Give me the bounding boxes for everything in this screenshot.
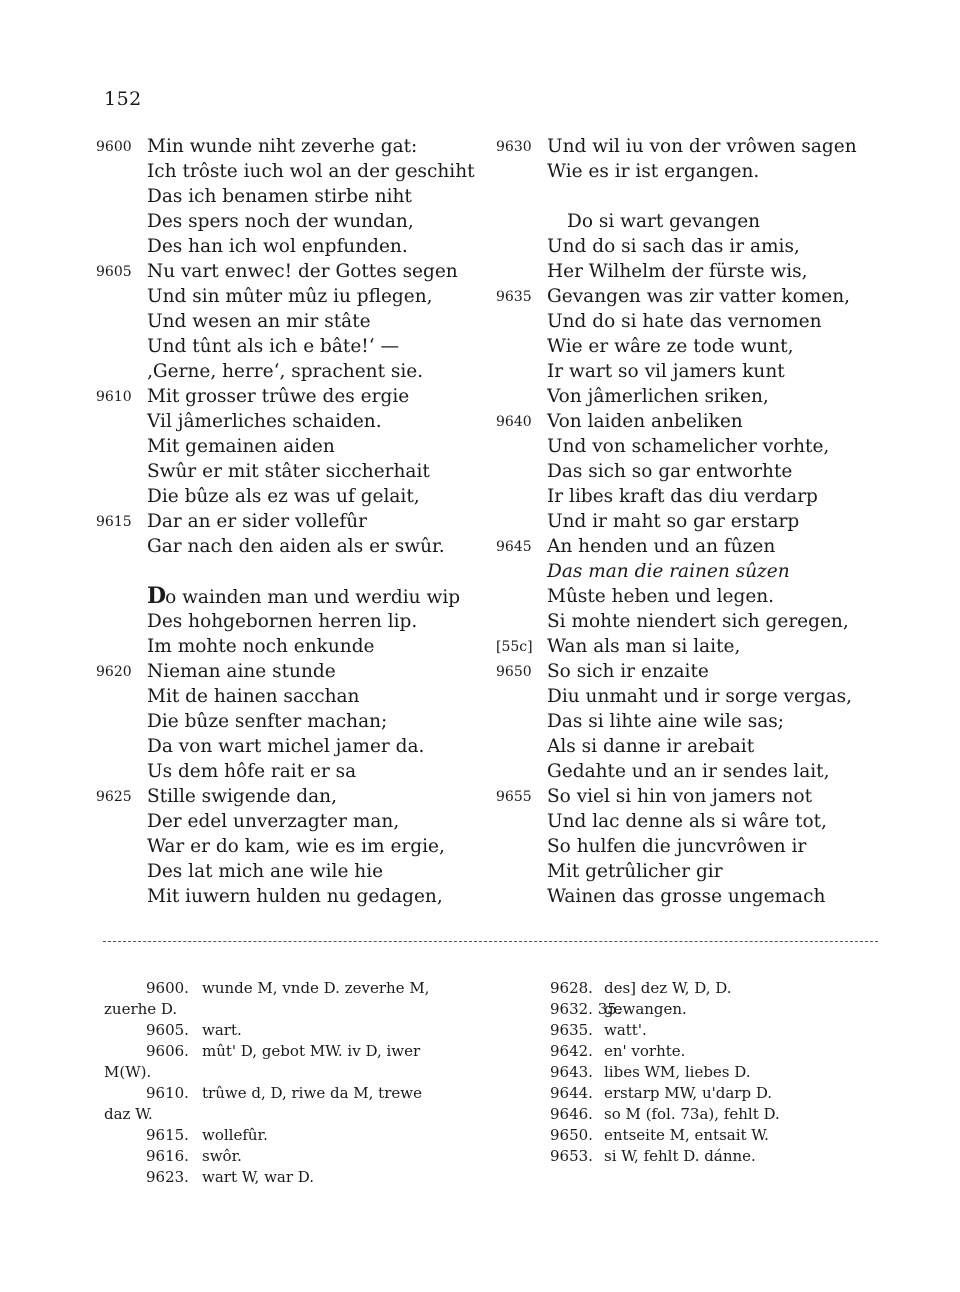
verse-text: Von jâmerlichen sriken, [547, 386, 769, 407]
footnote-line [504, 1041, 834, 1062]
verse-text: Das ich benamen stirbe niht [147, 186, 412, 207]
page-number: 152 [104, 88, 142, 110]
footnote-number: 9635. [550, 1021, 593, 1039]
verse-line [96, 684, 506, 709]
footnote-number: 9606. [146, 1042, 189, 1060]
verse-text: Ir wart so vil jamers kunt [547, 361, 785, 382]
verse-line [496, 209, 876, 234]
footnote-text: swôr. [202, 1147, 242, 1165]
verse-line [96, 809, 506, 834]
verse-text: Und do si sach das ir amis, [547, 236, 800, 257]
footnote-number: 9646. [550, 1105, 593, 1123]
verse-line [496, 559, 876, 584]
line-number: 9645 [496, 539, 532, 555]
footnote-line [504, 978, 834, 999]
verse-text: Mit grosser trûwe des ergie [147, 386, 410, 407]
verse-text: Mit de hainen sacchan [147, 686, 360, 707]
verse-text-rest: o wainden man und werdiu wip [165, 587, 461, 608]
footnote-line [104, 1146, 484, 1167]
verse-text: Und wesen an mir stâte [147, 311, 371, 332]
verse-text: Des spers noch der wundan, [147, 211, 414, 232]
verse-text: Diu unmaht und ir sorge vergas, [547, 686, 853, 707]
verse-line [496, 259, 876, 284]
verse-line [96, 334, 506, 359]
verse-text: Und tûnt als ich e bâte!‘ — [147, 336, 399, 357]
verse-text: War er do kam, wie es im ergie, [147, 836, 445, 857]
verse-text: Min wunde niht zeverhe gat: [147, 136, 418, 157]
footnote-number: 9616. [146, 1147, 189, 1165]
footnote-line [104, 1167, 484, 1188]
footnote-number: 9610. [146, 1084, 189, 1102]
verse-line [96, 359, 506, 384]
verse-text: Mûste heben und legen. [547, 586, 775, 607]
line-number: 9615 [96, 514, 132, 530]
verse-line [496, 659, 876, 684]
verse-line [496, 334, 876, 359]
verse-line [496, 184, 876, 209]
footnote-line [104, 978, 484, 999]
line-number: 9630 [496, 139, 532, 155]
verse-text: Vil jâmerliches schaiden. [147, 411, 382, 432]
verse-line [96, 459, 506, 484]
footnote-number: 9628. [550, 979, 593, 997]
drop-initial: D [147, 583, 166, 609]
verse-text: Als si danne ir arebait [547, 736, 755, 757]
verse-line [96, 309, 506, 334]
verse-line [96, 259, 506, 284]
verse-text: Der edel unverzagter man, [147, 811, 400, 832]
verse-text: Gedahte und an ir sendes lait, [547, 761, 830, 782]
verse-line [496, 284, 876, 309]
footnote-number: 9644. [550, 1084, 593, 1102]
footnote-line [104, 999, 484, 1020]
verse-line [96, 234, 506, 259]
footnote-text: des] dez W, D, D. [604, 979, 732, 997]
verse-line [496, 509, 876, 534]
verse-line [496, 784, 876, 809]
verse-line [496, 634, 876, 659]
verse-text: Ich trôste iuch wol an der geschiht [147, 161, 475, 182]
verse-line [96, 659, 506, 684]
footnote-text: wart W, war D. [202, 1168, 315, 1186]
verse-line [96, 134, 506, 159]
verse-line [496, 684, 876, 709]
verse-line [96, 834, 506, 859]
verse-text: Swûr er mit stâter siccherhait [147, 461, 430, 482]
verse-line [496, 534, 876, 559]
verse-line [496, 409, 876, 434]
verse-text: Und do si hate das vernomen [547, 311, 822, 332]
footnote-text: erstarp MW, u'darp D. [604, 1084, 773, 1102]
verse-line [496, 434, 876, 459]
verse-line [496, 834, 876, 859]
footnote-number: 9650. [550, 1126, 593, 1144]
verse-line [496, 384, 876, 409]
footnote-number: 9632. 35. [550, 1000, 622, 1018]
footnote-continuation: M(W). [104, 1063, 152, 1081]
verse-text: Und ir maht so gar erstarp [547, 511, 800, 532]
footnote-line [504, 1083, 834, 1104]
verse-line [496, 859, 876, 884]
verse-line [96, 184, 506, 209]
verse-line [96, 584, 506, 609]
verse-line [96, 709, 506, 734]
footnote-text: wollefûr. [202, 1126, 268, 1144]
verse-line [96, 159, 506, 184]
verse-text: Das si lihte aine wile sas; [547, 711, 784, 732]
verse-line [96, 734, 506, 759]
verse-text: Des lat mich ane wile hie [147, 861, 384, 882]
verse-text: Ir libes kraft das diu verdarp [547, 486, 818, 507]
footnote-text: wart. [202, 1021, 242, 1039]
footnote-continuation: zuerhe D. [104, 1000, 178, 1018]
verse-line [96, 784, 506, 809]
footnote-number: 9653. [550, 1147, 593, 1165]
line-number: 9605 [96, 264, 132, 280]
verse-text: Gevangen was zir vatter komen, [547, 286, 850, 307]
footnote-number: 9600. [146, 979, 189, 997]
footnotes-right [504, 978, 834, 1167]
verse-line [96, 559, 506, 584]
footnote-line [504, 1020, 834, 1041]
verse-line [96, 209, 506, 234]
verse-text: Us dem hôfe rait er sa [147, 761, 357, 782]
footnote-text: mût' D, gebot MW. iv D, iwer [202, 1042, 421, 1060]
verse-line [96, 384, 506, 409]
verse-line [496, 159, 876, 184]
verse-text: Und wil iu von der vrôwen sagen [547, 136, 857, 157]
verse-text: Wan als man si laite, [547, 636, 741, 657]
footnote-text: entseite M, entsait W. [604, 1126, 769, 1144]
verse-text: Do si wart gevangen [567, 211, 761, 232]
footnote-text: so M (fol. 73a), fehlt D. [604, 1105, 780, 1123]
verse-column-left [96, 134, 506, 909]
verse-line [96, 759, 506, 784]
footnote-line [504, 999, 834, 1020]
verse-line [96, 634, 506, 659]
verse-text: An henden und an fûzen [547, 536, 776, 557]
footnote-divider [103, 941, 878, 942]
verse-text: Her Wilhelm der fürste wis, [547, 261, 808, 282]
line-number: 9625 [96, 789, 132, 805]
footnote-line [104, 1083, 484, 1104]
footnote-number: 9643. [550, 1063, 593, 1081]
verse-text: Dar an er sider vollefûr [147, 511, 367, 532]
verse-line [496, 459, 876, 484]
verse-line [96, 884, 506, 909]
verse-line [96, 434, 506, 459]
verse-line [496, 234, 876, 259]
footnote-line [504, 1125, 834, 1146]
line-number: 9640 [496, 414, 532, 430]
line-number: 9655 [496, 789, 532, 805]
footnote-line [104, 1104, 484, 1125]
footnote-continuation: daz W. [104, 1105, 153, 1123]
verse-line [496, 134, 876, 159]
verse-line [496, 609, 876, 634]
verse-text: Mit getrûlicher gir [547, 861, 723, 882]
footnote-number: 9615. [146, 1126, 189, 1144]
footnote-line [504, 1146, 834, 1167]
verse-text: Nieman aine stunde [147, 661, 336, 682]
verse-line [96, 409, 506, 434]
verse-text: Nu vart enwec! der Gottes segen [147, 261, 458, 282]
verse-text: Wainen das grosse ungemach [547, 886, 826, 907]
verse-text: Des han ich wol enpfunden. [147, 236, 408, 257]
verse-line [496, 584, 876, 609]
verse-text: ‚Gerne, herre‘, sprachent sie. [147, 361, 424, 382]
footnote-line [504, 1104, 834, 1125]
verse-line [496, 484, 876, 509]
verse-text: Des hohgebornen herren lip. [147, 611, 418, 632]
verse-text: Wie er wâre ze tode wunt, [547, 336, 794, 357]
footnote-text: libes WM, liebes D. [604, 1063, 751, 1081]
verse-text: Gar nach den aiden als er swûr. [147, 536, 445, 557]
verse-text: Das sich so gar entworhte [547, 461, 793, 482]
verse-line [496, 734, 876, 759]
line-number: 9650 [496, 664, 532, 680]
line-number: 9600 [96, 139, 132, 155]
footnote-text: si W, fehlt D. dánne. [604, 1147, 756, 1165]
verse-line [496, 759, 876, 784]
verse-line [96, 859, 506, 884]
footnote-number: 9623. [146, 1168, 189, 1186]
verse-text: Mit gemainen aiden [147, 436, 335, 457]
verse-text: Von laiden anbeliken [547, 411, 743, 432]
verse-text: Und sin mûter mûz iu pflegen, [147, 286, 433, 307]
verse-text: So hulfen die juncvrôwen ir [547, 836, 807, 857]
footnotes-left [104, 978, 484, 1188]
footnote-text: gewangen. [604, 1000, 687, 1018]
line-number: 9635 [496, 289, 532, 305]
footnote-line [504, 1062, 834, 1083]
verse-column-right [496, 134, 876, 909]
verse-line [496, 309, 876, 334]
verse-line [96, 609, 506, 634]
verse-text: Mit iuwern hulden nu gedagen, [147, 886, 443, 907]
verse-line [96, 534, 506, 559]
verse-text: So viel si hin von jamers not [547, 786, 813, 807]
verse-line [96, 509, 506, 534]
verse-line [96, 284, 506, 309]
footnote-text: en' vorhte. [604, 1042, 686, 1060]
verse-text: Die bûze senfter machan; [147, 711, 388, 732]
verse-line [496, 809, 876, 834]
verse-text: Im mohte noch enkunde [147, 636, 375, 657]
footnote-number: 9605. [146, 1021, 189, 1039]
line-number: [55c] [496, 639, 533, 655]
footnote-text: wunde M, vnde D. zeverhe M, [202, 979, 430, 997]
verse-text: Das man die rainen sûzen [547, 561, 790, 582]
verse-text: So sich ir enzaite [547, 661, 709, 682]
verse-text: Und von schamelicher vorhte, [547, 436, 830, 457]
footnote-line [104, 1125, 484, 1146]
verse-text: Wie es ir ist ergangen. [547, 161, 760, 182]
footnote-number: 9642. [550, 1042, 593, 1060]
verse-text: Si mohte niendert sich geregen, [547, 611, 849, 632]
verse-text [147, 584, 460, 610]
line-number: 9620 [96, 664, 132, 680]
verse-line [496, 359, 876, 384]
footnote-line [104, 1062, 484, 1083]
verse-text: Und lac denne als si wâre tot, [547, 811, 827, 832]
footnote-line [104, 1041, 484, 1062]
verse-text: Stille swigende dan, [147, 786, 337, 807]
footnote-text: watt'. [604, 1021, 647, 1039]
verse-line [96, 484, 506, 509]
verse-line [496, 709, 876, 734]
verse-line [496, 884, 876, 909]
line-number: 9610 [96, 389, 132, 405]
footnote-line [104, 1020, 484, 1041]
verse-text: Da von wart michel jamer da. [147, 736, 425, 757]
verse-text: Die bûze als ez was uf gelait, [147, 486, 420, 507]
footnote-text: trûwe d, D, riwe da M, trewe [202, 1084, 422, 1102]
